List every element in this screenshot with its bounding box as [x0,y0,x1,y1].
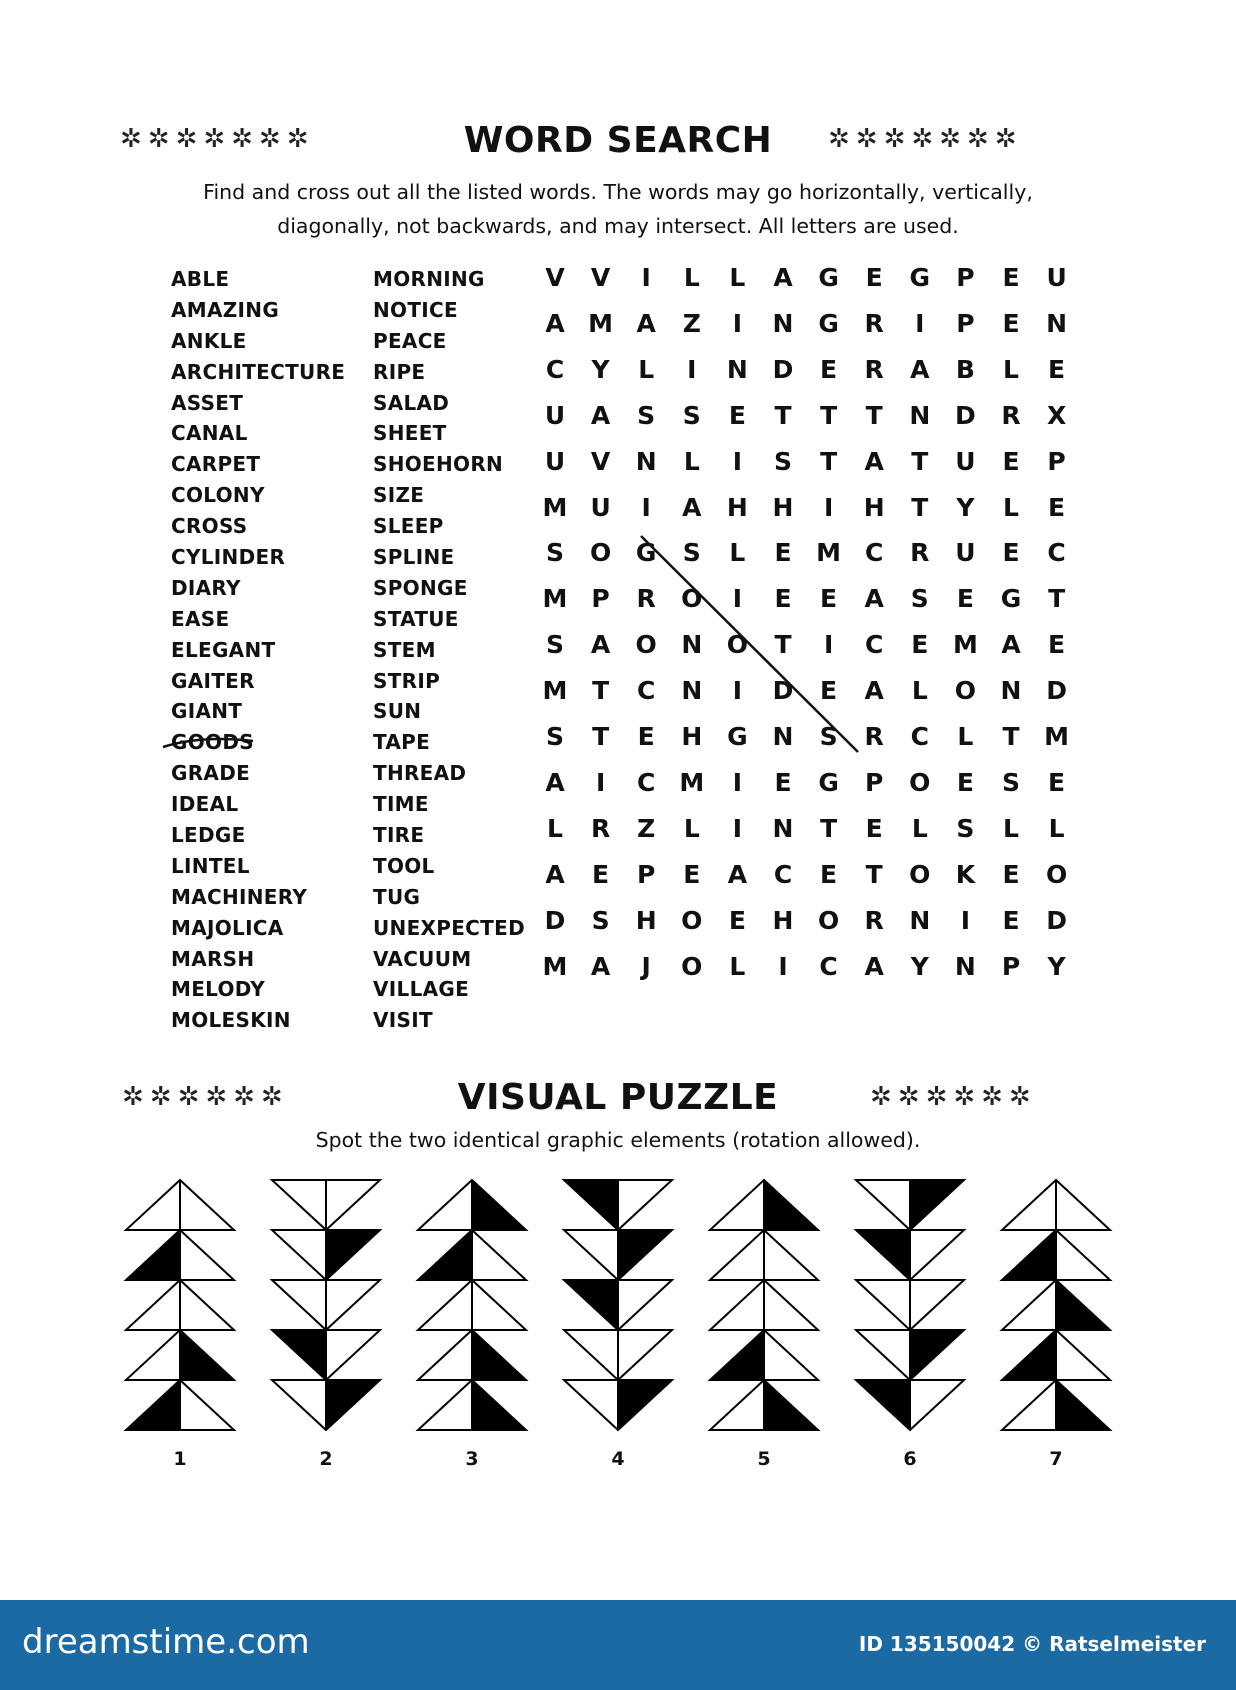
grid-letter: C [545,354,565,384]
grid-letter: V [590,263,611,292]
word-list-item: STATUE [373,606,459,631]
grid-letter: S [956,813,975,843]
grid-letter: M [542,584,568,614]
grid-letter: G [909,263,931,292]
grid-letter: P [865,767,884,797]
grid-letter: T [592,722,610,751]
word-search-instructions-line1: Find and cross out all the listed words. The words may go horizontally, vertically, [203,180,1033,204]
grid-letter: E [728,400,746,430]
grid-letter: E [820,584,838,614]
grid-letter: N [1000,676,1022,706]
word-list-item: TIRE [373,823,425,848]
grid-letter: L [683,813,700,843]
grid-letter: S [637,400,656,430]
word-list-item: LINTEL [171,853,250,878]
grid-letter: A [910,354,930,384]
word-list-item: MACHINERY [171,884,308,909]
grid-letter: A [864,951,884,981]
grid-letter: M [542,951,568,981]
grid-letter: L [1048,813,1065,843]
grid-letter: O [954,676,977,706]
grid-letter: I [915,308,925,338]
grid-letter: I [732,584,743,614]
grid-letter: C [1047,538,1066,568]
grid-letter: P [1047,446,1066,476]
word-list-item: CANAL [171,421,248,446]
grid-letter: A [682,492,702,522]
word-list-item: SHEET [373,421,447,446]
grid-letter: L [1003,354,1019,384]
word-list-item: IDEAL [171,792,239,817]
grid-letter: R [864,722,884,751]
word-list-item: VILLAGE [373,977,470,1002]
grid-letter: P [956,263,975,292]
grid-letter: O [681,584,703,614]
grid-letter: E [1048,767,1066,797]
grid-letter: I [641,492,651,522]
grid-letter: I [732,813,743,843]
word-list-item: MAJOLICA [171,915,284,940]
decorative-stars-left: ✲✲✲✲✲✲✲ [120,124,315,154]
word-list-item: MARSH [171,946,255,971]
grid-letter: T [820,813,838,843]
word-list-item: COLONY [171,483,265,508]
grid-letter: C [865,538,884,568]
grid-letter: E [1002,538,1020,568]
grid-letter: T [1002,722,1020,751]
grid-letter: C [773,859,793,889]
grid-letter: U [544,446,566,476]
grid-letter: E [774,584,792,614]
grid-letter: P [956,308,975,338]
word-list-item: GIANT [171,699,243,724]
grid-letter: E [683,859,701,889]
grid-letter: N [1046,308,1068,338]
grid-letter: N [726,354,748,384]
word-list-item: MORNING [373,267,485,291]
triangle-tower-5 [710,1180,818,1430]
grid-letter: L [911,676,928,706]
grid-letter: L [729,538,746,568]
grid-letter: A [590,400,611,430]
grid-letter: O [681,905,703,935]
grid-letter: S [545,630,564,660]
grid-letter: N [909,905,931,935]
grid-letter: P [1001,951,1021,981]
word-list-item: ANKLE [171,328,247,353]
grid-letter: L [683,263,700,292]
word-list-item: SIZE [373,483,425,508]
word-list-item: MOLESKIN [171,1008,291,1033]
grid-letter: I [823,630,834,660]
grid-letter: U [590,492,611,522]
grid-letter: S [773,446,792,476]
grid-letter: X [1046,400,1067,430]
grid-letter: A [545,308,565,338]
word-list-item: SALAD [373,390,450,415]
grid-letter: R [636,584,656,614]
grid-letter: Y [591,354,610,384]
grid-letter: M [588,308,614,338]
grid-letter: L [729,951,746,981]
word-list-item: AMAZING [171,297,280,322]
word-list-item: PEACE [373,328,447,353]
word-list-item: SPLINE [373,545,455,570]
grid-letter: A [636,308,656,338]
grid-letter: I [732,308,743,338]
word-list-item: CARPET [171,452,261,477]
grid-letter: T [820,446,838,476]
grid-letter: C [819,951,838,981]
grid-letter: M [816,538,842,568]
word-list-item: ABLE [171,267,230,291]
word-list-item: TUG [373,884,421,909]
word-search-instructions-line2: diagonally, not backwards, and may intersect. All letters are used. [277,214,959,238]
grid-letter: T [1048,584,1066,614]
grid-letter: C [865,630,884,660]
grid-letter: L [957,722,974,751]
grid-letter: C [910,722,929,751]
grid-letter: U [955,446,976,476]
grid-letter: I [595,767,606,797]
grid-letter: T [911,492,929,522]
grid-letter: R [910,538,930,568]
grid-letter: M [542,492,568,522]
grid-letter: I [960,905,971,935]
figure-number: 4 [611,1448,625,1470]
grid-letter: I [823,492,834,522]
grid-letter: R [590,813,611,843]
grid-letter: G [635,538,657,568]
grid-letter: I [687,354,697,384]
grid-letter: I [641,263,651,292]
word-list-item: DIARY [171,575,241,600]
grid-letter: E [637,722,655,751]
grid-letter: T [774,630,792,660]
grid-letter: I [732,446,743,476]
grid-letter: E [820,354,838,384]
grid-letter: I [732,767,743,797]
grid-letter: G [818,263,839,292]
word-list-item: CYLINDER [171,545,286,570]
grid-letter: E [1002,263,1020,292]
grid-letter: O [909,859,931,889]
grid-letter: T [592,676,610,706]
grid-letter: E [820,676,838,706]
word-list-item: EASE [171,606,230,631]
grid-letter: J [641,951,651,981]
grid-letter: N [681,676,703,706]
grid-letter: O [726,630,749,660]
grid-letter: S [819,722,838,751]
grid-letter: A [545,767,565,797]
grid-letter: E [1002,859,1020,889]
grid-letter: A [864,446,884,476]
grid-letter: O [589,538,612,568]
triangle-tower-7 [1002,1180,1110,1430]
grid-letter: Z [682,308,701,338]
grid-letter: I [778,951,788,981]
word-search-title: WORD SEARCH [463,120,773,161]
grid-letter: L [1003,492,1019,522]
grid-letter: H [726,492,748,522]
grid-letter: O [635,630,657,660]
word-list-item: STEM [373,637,436,662]
visual-puzzle-instructions: Spot the two identical graphic elements (rotation allowed). [315,1128,921,1152]
grid-letter: E [1048,354,1066,384]
figure-number: 2 [319,1448,333,1470]
decorative-stars-right: ✲✲✲✲✲✲✲ [828,124,1023,154]
grid-letter: K [955,859,976,889]
grid-letter: C [637,676,656,706]
grid-letter: N [635,446,657,476]
word-list-item: VISIT [373,1008,433,1033]
grid-letter: R [1001,400,1021,430]
word-list-item: TOOL [373,853,435,878]
grid-letter: E [865,813,883,843]
grid-letter: M [1044,722,1070,751]
grid-letter: A [773,263,793,292]
grid-letter: L [638,354,655,384]
grid-letter: S [910,584,929,614]
grid-letter: S [682,400,701,430]
grid-letter: H [772,905,794,935]
grid-letter: S [682,538,701,568]
grid-letter: E [1048,492,1066,522]
grid-letter: U [544,400,566,430]
word-list-item: GRADE [171,761,251,786]
word-list-item: TIME [373,792,429,817]
grid-letter: P [591,584,610,614]
triangle-tower-2 [272,1180,380,1430]
grid-letter: L [1003,813,1019,843]
word-list-item: UNEXPECTED [373,915,525,940]
grid-letter: M [952,630,978,660]
grid-letter: V [545,263,565,292]
grid-letter: G [818,767,839,797]
grid-letter: R [864,905,884,935]
grid-letter: N [772,308,794,338]
triangle-tower-6 [856,1180,964,1430]
grid-letter: L [683,446,700,476]
figure-number: 7 [1049,1448,1063,1470]
grid-letter: V [590,446,611,476]
grid-letter: E [911,630,929,660]
grid-letter: N [772,813,794,843]
grid-letter: O [817,905,840,935]
decorative-stars-left-2: ✲✲✲✲✲✲ [122,1082,289,1112]
word-list-item: CROSS [171,514,248,539]
grid-letter: C [637,767,656,797]
grid-letter: D [772,354,794,384]
grid-letter: E [865,263,883,292]
word-list-item: NOTICE [373,297,458,322]
grid-letter: A [590,951,611,981]
footer-logo: dreamstime.com [22,1622,310,1662]
grid-letter: G [1000,584,1022,614]
grid-letter: I [732,676,743,706]
grid-letter: T [865,400,883,430]
figure-number: 5 [757,1448,771,1470]
grid-letter: L [729,263,746,292]
word-list-item: RIPE [373,359,426,384]
grid-letter: G [818,308,839,338]
word-list-item: VACUUM [373,946,472,971]
grid-letter: U [1046,263,1067,292]
grid-letter: A [864,584,884,614]
grid-letter: S [545,538,564,568]
word-list-item: SHOEHORN [373,452,504,477]
word-list-item: ASSET [171,390,244,415]
grid-letter: M [542,676,568,706]
grid-letter: N [909,400,931,430]
triangle-tower-4 [564,1180,672,1430]
grid-letter: A [727,859,748,889]
grid-letter: S [1001,767,1020,797]
grid-letter: E [1002,308,1020,338]
grid-letter: D [544,905,566,935]
grid-letter: E [820,859,838,889]
grid-letter: A [590,630,611,660]
grid-letter: N [954,951,976,981]
figure-number: 1 [173,1448,187,1470]
grid-letter: E [956,767,974,797]
grid-letter: A [864,676,884,706]
word-list-item: STRIP [373,668,441,693]
word-list-item: ELEGANT [171,637,276,662]
grid-letter: L [911,813,928,843]
grid-letter: D [1046,676,1067,706]
grid-letter: E [956,584,974,614]
grid-letter: E [1002,905,1020,935]
grid-letter: N [681,630,703,660]
decorative-stars-right-2: ✲✲✲✲✲✲ [870,1082,1037,1112]
grid-letter: T [911,446,929,476]
grid-letter: B [955,354,975,384]
grid-letter: M [679,767,705,797]
grid-letter: O [909,767,931,797]
triangle-tower-1 [126,1180,234,1430]
grid-letter: H [863,492,885,522]
word-list-item: GAITER [171,668,255,693]
grid-letter: E [592,859,610,889]
grid-letter: Y [956,492,975,522]
grid-letter: E [728,905,746,935]
grid-letter: Z [637,813,656,843]
grid-letter: U [955,538,976,568]
grid-letter: P [637,859,656,889]
grid-letter: E [1048,630,1066,660]
grid-letter: O [1045,859,1068,889]
grid-letter: A [1001,630,1021,660]
grid-letter: A [545,859,565,889]
word-list-item: MELODY [171,977,266,1002]
grid-letter: L [547,813,563,843]
word-list-item: SUN [373,699,422,724]
word-list-item: LEDGE [171,823,246,848]
grid-letter: R [864,354,884,384]
grid-letter: O [681,951,703,981]
grid-letter: S [591,905,610,935]
grid-letter: E [774,538,792,568]
grid-letter: T [865,859,883,889]
word-list-item: ARCHITECTURE [171,359,346,384]
grid-letter: D [955,400,976,430]
grid-letter: E [774,767,792,797]
grid-letter: S [545,722,564,751]
word-list-item: SPONGE [373,575,468,600]
grid-letter: Y [910,951,929,981]
word-list-item: TAPE [373,730,431,755]
word-list-item: THREAD [373,761,467,786]
figure-number: 6 [903,1448,917,1470]
grid-letter: H [772,492,794,522]
grid-letter: H [635,905,657,935]
triangle-tower-3 [418,1180,526,1430]
visual-puzzle-title: VISUAL PUZZLE [457,1077,779,1118]
crossed-word-text: GOODS [171,730,254,755]
grid-letter: T [774,400,792,430]
grid-letter: R [864,308,884,338]
grid-letter: N [772,722,794,751]
figure-number: 3 [465,1448,479,1470]
grid-letter: G [727,722,748,751]
grid-letter: H [681,722,703,751]
grid-letter: Y [1047,951,1066,981]
grid-letter: E [1002,446,1020,476]
word-list-item: SLEEP [373,514,444,539]
grid-letter: T [820,400,838,430]
grid-letter: D [772,676,794,706]
grid-letter: D [1046,905,1067,935]
footer-image-id: ID 135150042 © Ratselmeister [858,1632,1206,1656]
